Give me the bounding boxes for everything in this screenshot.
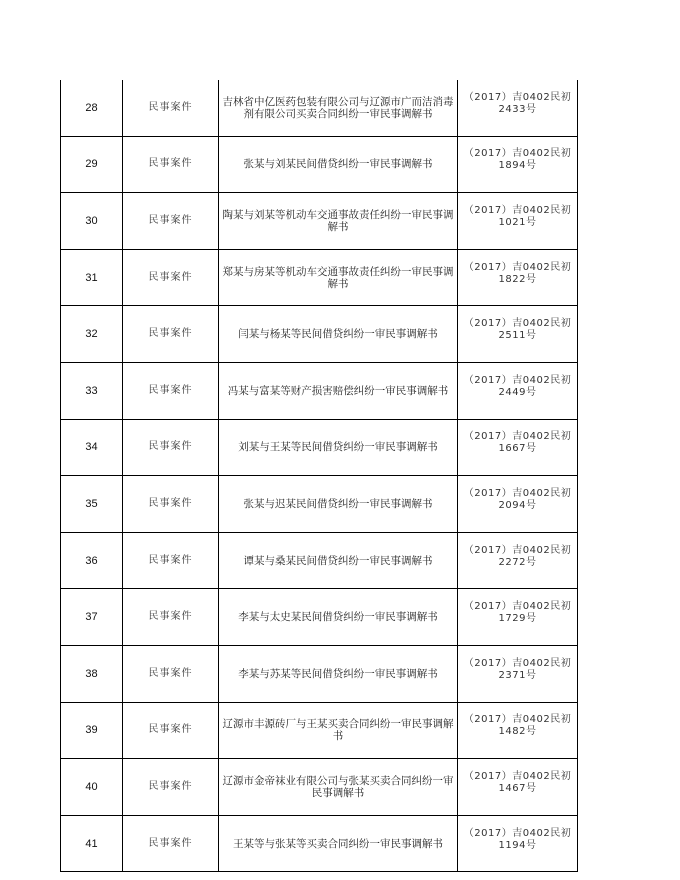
table-row	[61, 702, 578, 759]
case-type: 民事案件	[123, 193, 219, 250]
table-row	[61, 532, 578, 589]
table-row	[61, 419, 578, 476]
document-title: 吉林省中亿医药包装有限公司与辽源市广而洁消毒剂有限公司买卖合同纠纷一审民事调解书	[219, 80, 458, 136]
table-row	[61, 249, 578, 306]
row-number: 40	[61, 759, 123, 816]
case-type: 民事案件	[123, 702, 219, 759]
row-number: 32	[61, 306, 123, 363]
case-type: 民事案件	[123, 759, 219, 816]
case-number: （2017）吉0402民初2449号	[458, 362, 578, 419]
case-number: （2017）吉0402民初2094号	[458, 476, 578, 533]
case-number: （2017）吉0402民初1729号	[458, 589, 578, 646]
document-title: 刘某与王某等民间借贷纠纷一审民事调解书	[219, 419, 458, 476]
case-type: 民事案件	[123, 532, 219, 589]
case-number: （2017）吉0402民初1482号	[458, 702, 578, 759]
row-number: 34	[61, 419, 123, 476]
case-type: 民事案件	[123, 249, 219, 306]
case-number: （2017）吉0402民初1667号	[458, 419, 578, 476]
case-number: （2017）吉0402民初2371号	[458, 645, 578, 702]
row-number: 33	[61, 362, 123, 419]
row-number: 38	[61, 645, 123, 702]
table-row	[61, 589, 578, 646]
table-row	[61, 193, 578, 250]
row-number: 30	[61, 193, 123, 250]
case-type: 民事案件	[123, 645, 219, 702]
table-row	[61, 362, 578, 419]
row-number: 29	[61, 136, 123, 193]
case-type: 民事案件	[123, 80, 219, 136]
row-number: 39	[61, 702, 123, 759]
case-number: （2017）吉0402民初1894号	[458, 136, 578, 193]
case-number: （2017）吉0402民初2433号	[458, 80, 578, 136]
row-number: 28	[61, 80, 123, 136]
row-number: 31	[61, 249, 123, 306]
document-title: 辽源市金帝袜业有限公司与张某买卖合同纠纷一审民事调解书	[219, 759, 458, 816]
document-title: 陶某与刘某等机动车交通事故责任纠纷一审民事调解书	[219, 193, 458, 250]
case-type: 民事案件	[123, 815, 219, 872]
case-type: 民事案件	[123, 362, 219, 419]
table-row	[61, 80, 578, 136]
table-row	[61, 815, 578, 872]
row-number: 35	[61, 476, 123, 533]
case-number: （2017）吉0402民初2511号	[458, 306, 578, 363]
document-title: 王某等与张某等买卖合同纠纷一审民事调解书	[219, 815, 458, 872]
case-type: 民事案件	[123, 136, 219, 193]
document-title: 郑某与房某等机动车交通事故责任纠纷一审民事调解书	[219, 249, 458, 306]
document-title: 李某与太史某民间借贷纠纷一审民事调解书	[219, 589, 458, 646]
row-number: 41	[61, 815, 123, 872]
case-number: （2017）吉0402民初1467号	[458, 759, 578, 816]
table-row	[61, 645, 578, 702]
case-number: （2017）吉0402民初1021号	[458, 193, 578, 250]
case-type: 民事案件	[123, 419, 219, 476]
row-number: 36	[61, 532, 123, 589]
case-type: 民事案件	[123, 476, 219, 533]
case-type: 民事案件	[123, 589, 219, 646]
case-type: 民事案件	[123, 306, 219, 363]
document-title: 冯某与富某等财产损害赔偿纠纷一审民事调解书	[219, 362, 458, 419]
document-title: 李某与苏某等民间借贷纠纷一审民事调解书	[219, 645, 458, 702]
document-title: 辽源市丰源砖厂与王某买卖合同纠纷一审民事调解书	[219, 702, 458, 759]
case-table-body	[61, 80, 578, 872]
table-row	[61, 136, 578, 193]
case-number: （2017）吉0402民初1822号	[458, 249, 578, 306]
case-number: （2017）吉0402民初2272号	[458, 532, 578, 589]
document-title: 闫某与杨某等民间借贷纠纷一审民事调解书	[219, 306, 458, 363]
table-row	[61, 759, 578, 816]
document-title: 张某与迟某民间借贷纠纷一审民事调解书	[219, 476, 458, 533]
document-title: 张某与刘某民间借贷纠纷一审民事调解书	[219, 136, 458, 193]
case-table	[60, 80, 578, 872]
table-row	[61, 476, 578, 533]
row-number: 37	[61, 589, 123, 646]
document-title: 谭某与桑某民间借贷纠纷一审民事调解书	[219, 532, 458, 589]
table-row	[61, 306, 578, 363]
case-number: （2017）吉0402民初1194号	[458, 815, 578, 872]
